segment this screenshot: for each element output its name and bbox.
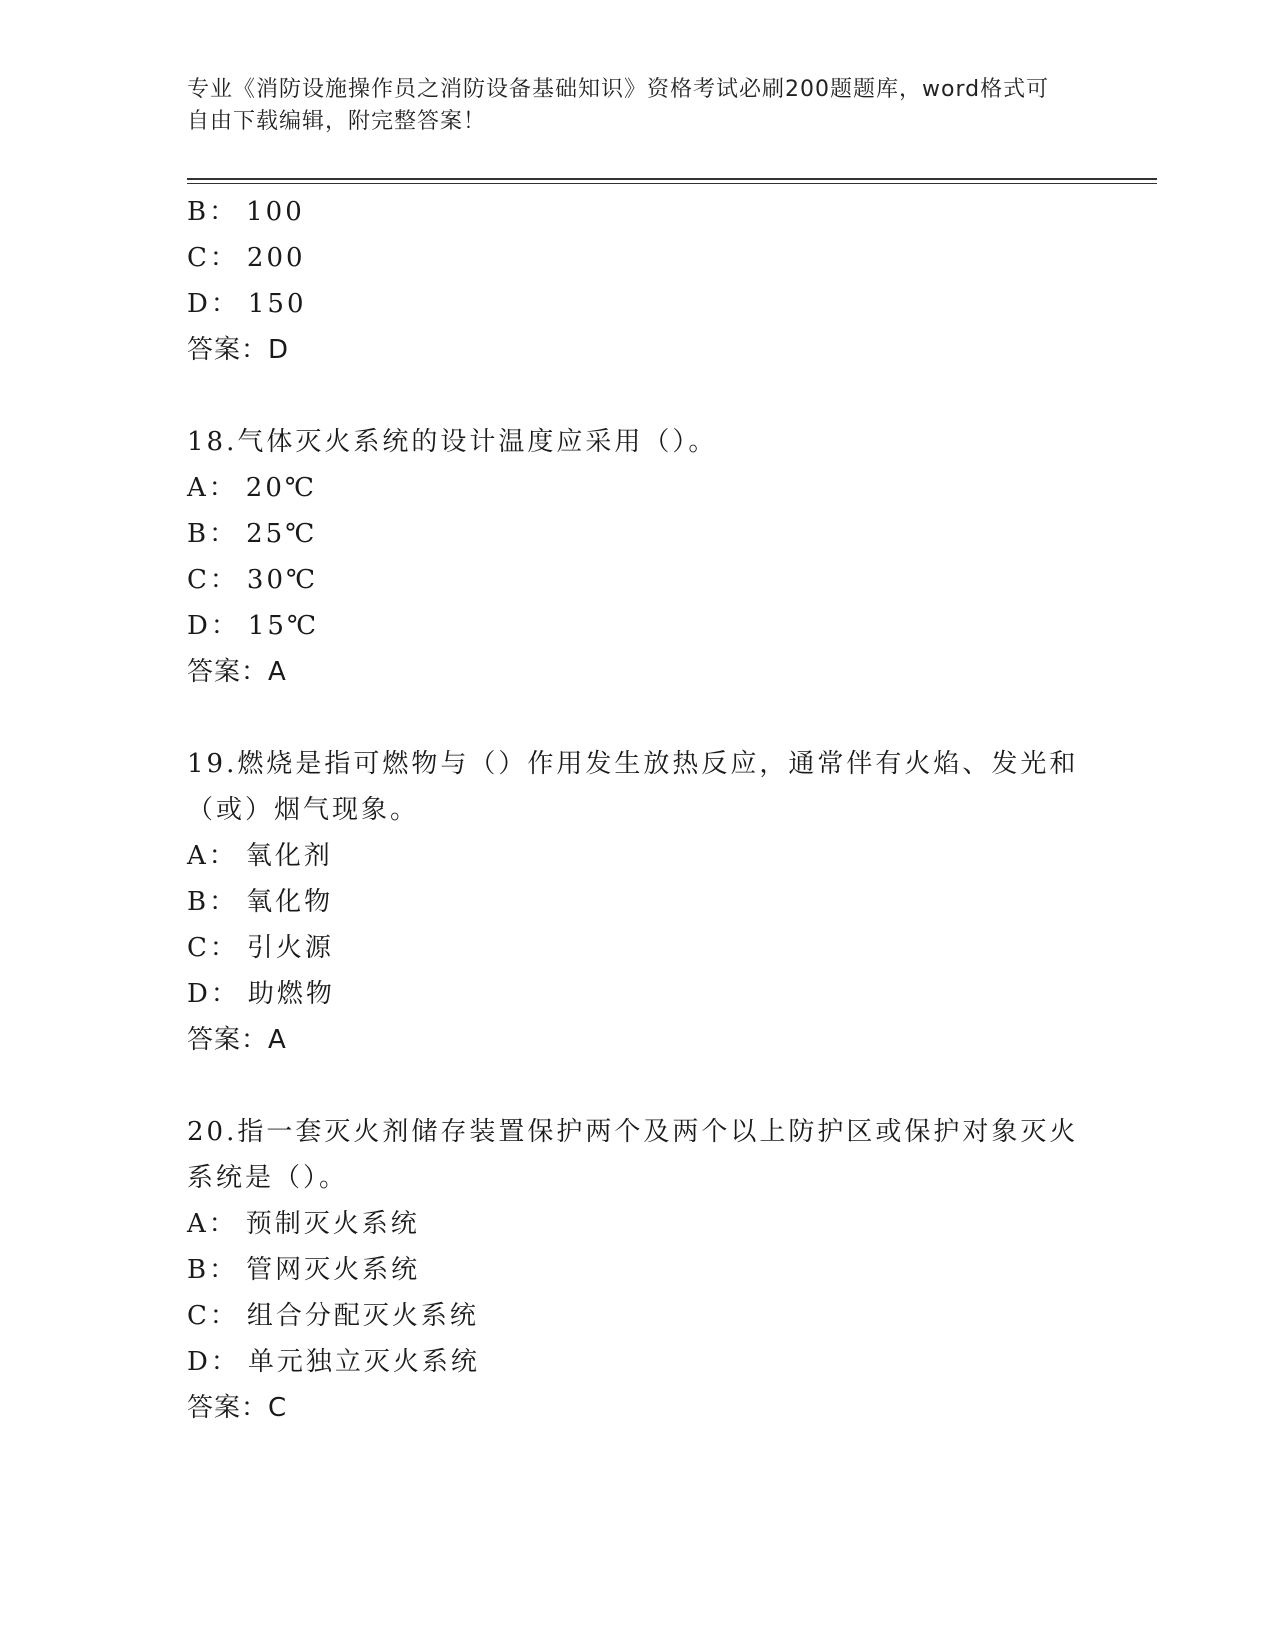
option-a: A： 20℃	[187, 473, 317, 503]
question-17-tail	[187, 189, 1087, 373]
question-text: 19.燃烧是指可燃物与（）作用发生放热反应，通常伴有火焰、发光和（或）烟气现象。	[187, 749, 1079, 825]
answer: 答案：C	[187, 1393, 288, 1423]
option-a: A： 预制灭火系统	[187, 1209, 420, 1239]
question-content	[187, 189, 1087, 1431]
option-d: D： 15℃	[187, 611, 320, 641]
option-b: B： 管网灭火系统	[187, 1255, 421, 1285]
option-b: B： 100	[187, 197, 305, 227]
answer: 答案：A	[187, 657, 287, 687]
option-d: D： 助燃物	[187, 979, 335, 1009]
answer: 答案：D	[187, 335, 290, 365]
option-b: B： 氧化物	[187, 887, 334, 917]
option-c: C： 引火源	[187, 933, 334, 963]
question-18	[187, 419, 1087, 695]
option-d: D： 150	[187, 289, 307, 319]
header-rule-thick	[187, 178, 1157, 180]
option-c: C： 组合分配灭火系统	[187, 1301, 479, 1331]
answer: 答案：A	[187, 1025, 287, 1055]
option-b: B： 25℃	[187, 519, 318, 549]
question-20	[187, 1109, 1087, 1431]
option-d: D： 单元独立灭火系统	[187, 1347, 480, 1377]
document-header: 专业《消防设施操作员之消防设备基础知识》资格考试必刷200题题库，word格式可自由下载编辑，附完整答案！	[187, 77, 1050, 134]
header-rule-thin	[187, 183, 1157, 184]
question-text: 18.气体灭火系统的设计温度应采用（）。	[187, 427, 718, 457]
question-text: 20.指一套灭火剂储存装置保护两个及两个以上防护区或保护对象灭火系统是（）。	[187, 1117, 1079, 1193]
question-19	[187, 741, 1087, 1063]
option-a: A： 氧化剂	[187, 841, 333, 871]
option-c: C： 200	[187, 243, 306, 273]
option-c: C： 30℃	[187, 565, 319, 595]
